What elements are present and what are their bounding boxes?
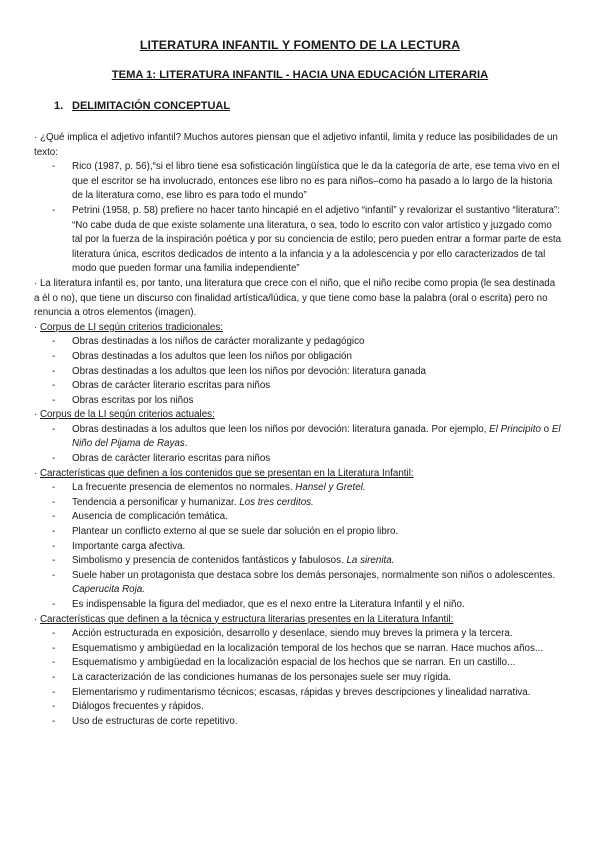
topic-title: TEMA 1: LITERATURA INFANTIL - HACIA UNA EDUCACIÓN LITERARIA [111,69,489,81]
item-text: Simbolismo y presencia de contenidos fantásticos y fabulosos. [72,555,347,567]
corpus-traditional-heading [34,321,562,336]
technique-heading [34,613,562,628]
list-item: - Petrini (1958, p. 58) prefiere no hacer tanto hincapié en el adjetivo “infantil” y revalorizar el sustantivo “literatura”: “No cabe duda de que existe solamente una literatura, o sea, todo lo escrito con valor artístico y juzgado como tal por la fuerza de la inspiración poética y por su conciencia de estilo; pero pueden entrar a formar parte de esta literatura única, escritos dedicados de intento a la infancia y a la adolescencia y por ello caracterizados de tal modo que pueden formar una familia independiente” [34,204,562,277]
list-item: - Elementarismo y rudimentarismo técnicos; escasas, rápidas y breves descripciones y linealidad narrativa. [34,686,562,701]
list-item: - Obras escritas por los niños [34,394,562,409]
list-item: - Obras destinadas a los adultos que leen los niños por obligación [34,350,562,365]
item-text: Ausencia de complicación temática. [72,511,228,523]
bullet: · [34,467,40,479]
list-item [34,540,562,555]
item-text: Tendencia a personificar y humanizar. [72,496,240,508]
item-text: La frecuente presencia de elementos no normales. [72,482,296,494]
heading-text: Corpus de la LI según criterios actuales: [39,409,215,421]
book-title: El Principito [489,423,541,435]
list-item [34,598,562,613]
list-item [34,554,562,569]
end-punctuation: . [184,438,188,450]
heading-text: Características que definen a los contenidos que se presentan en la Literatura Infantil: [39,467,414,479]
list-item: - Acción estructurada en exposición, desarrollo y desenlace, siendo muy breves la primera y la tercera. [34,627,562,642]
corpus-traditional-list [34,335,562,408]
contents-heading [34,467,562,482]
list-item: - Uso de estructuras de corte repetitivo. [34,715,562,730]
list-item [34,525,562,540]
example-title: Hansel y Gretel. [295,482,366,494]
list-item [34,423,562,452]
list-item [34,496,562,511]
connector-text: o [540,423,552,435]
intro-paragraph: · ¿Qué implica el adjetivo infantil? Muchos autores piensan que el adjetivo infantil, limita y reduce las posibilidades de un texto: [34,132,558,158]
list-item: - Obras destinadas a los niños de carácter moralizante y pedagógico [34,335,562,350]
list-item: - La caracterización de las condiciones humanas de los personajes suele ser muy rígida. [34,671,562,686]
bullet: · [34,321,40,333]
example-title: La sirenita. [346,555,395,567]
document-title: LITERATURA INFANTIL Y FOMENTO DE LA LECTURA [139,38,461,52]
example-title: Los tres cerditos. [239,496,314,508]
corpus-current-list [34,423,562,467]
list-item: - Rico (1987, p. 56),“si el libro tiene esa sofisticación lingüística que le da la categoría de arte, ese tema vivo en el que el escritor se ha involucrado, entonces ese libro no es para niños–como ha pasado a lo largo de la historia de la literatura como, ese libro es para todo el mundo” [34,160,562,204]
contents-list [34,481,562,612]
list-item [34,569,562,598]
item-text: Plantear un conflicto externo al que se suele dar solución en el propio libro. [72,526,399,538]
list-item: - Esquematismo y ambigüedad en la localización temporal de los hechos que se narran. Hace muchos años... [34,642,562,657]
item-text: Es indispensable la figura del mediador, que es el nexo entre la Literatura Infantil y el niño. [72,599,465,610]
heading-text: Corpus de LI según criterios tradicionales: [39,321,223,333]
item-text: Obras destinadas a los adultos que leen los niños por devoción: literatura ganada. Por ejemplo, [72,423,490,435]
list-item: - Obras destinadas a los adultos que leen los niños por devoción: literatura ganada [34,365,562,380]
book-title: El Niño del Pijama de Rayas [72,423,561,450]
bullet: · [34,409,40,421]
list-item: - Diálogos frecuentes y rápidos. [34,700,562,715]
example-title: Caperucita Roja. [72,584,145,596]
corpus-current-heading [34,408,562,423]
document-body [34,131,562,729]
list-item [34,510,562,525]
bullet: · [34,613,40,625]
item-text: Suele haber un protagonista que destaca sobre los demás personajes, normalmente son niños o adolescentes. [72,569,556,581]
section-label: DELIMITACIÓN CONCEPTUAL [72,100,231,112]
section-number: 1. [54,100,64,112]
list-item: - Obras de carácter literario escritas para niños [34,452,562,467]
section-heading [54,100,230,112]
list-item [34,481,562,496]
definition-paragraph: · La literatura infantil es, por tanto, una literatura que crece con el niño, que el niño recibe como propia (le sea destinada a él o no), que tiene un discurso con finalidad artística/lúdica, y que tiene como base la palabra (oral o escrita) pero no renuncia a otros elementos (imagen). [34,277,556,319]
heading-text: Características que definen a la técnica y estructura literarias presentes en la Literatura Infantil: [39,613,454,625]
list-item: - Obras de carácter literario escritas para niños [34,379,562,394]
technique-list [34,627,562,729]
item-text: Importante carga afectiva. [72,540,186,552]
list-item: - Esquematismo y ambigüedad en la localización espacial de los hechos que se narran. En un castillo... [34,656,562,671]
intro-list [34,160,562,277]
